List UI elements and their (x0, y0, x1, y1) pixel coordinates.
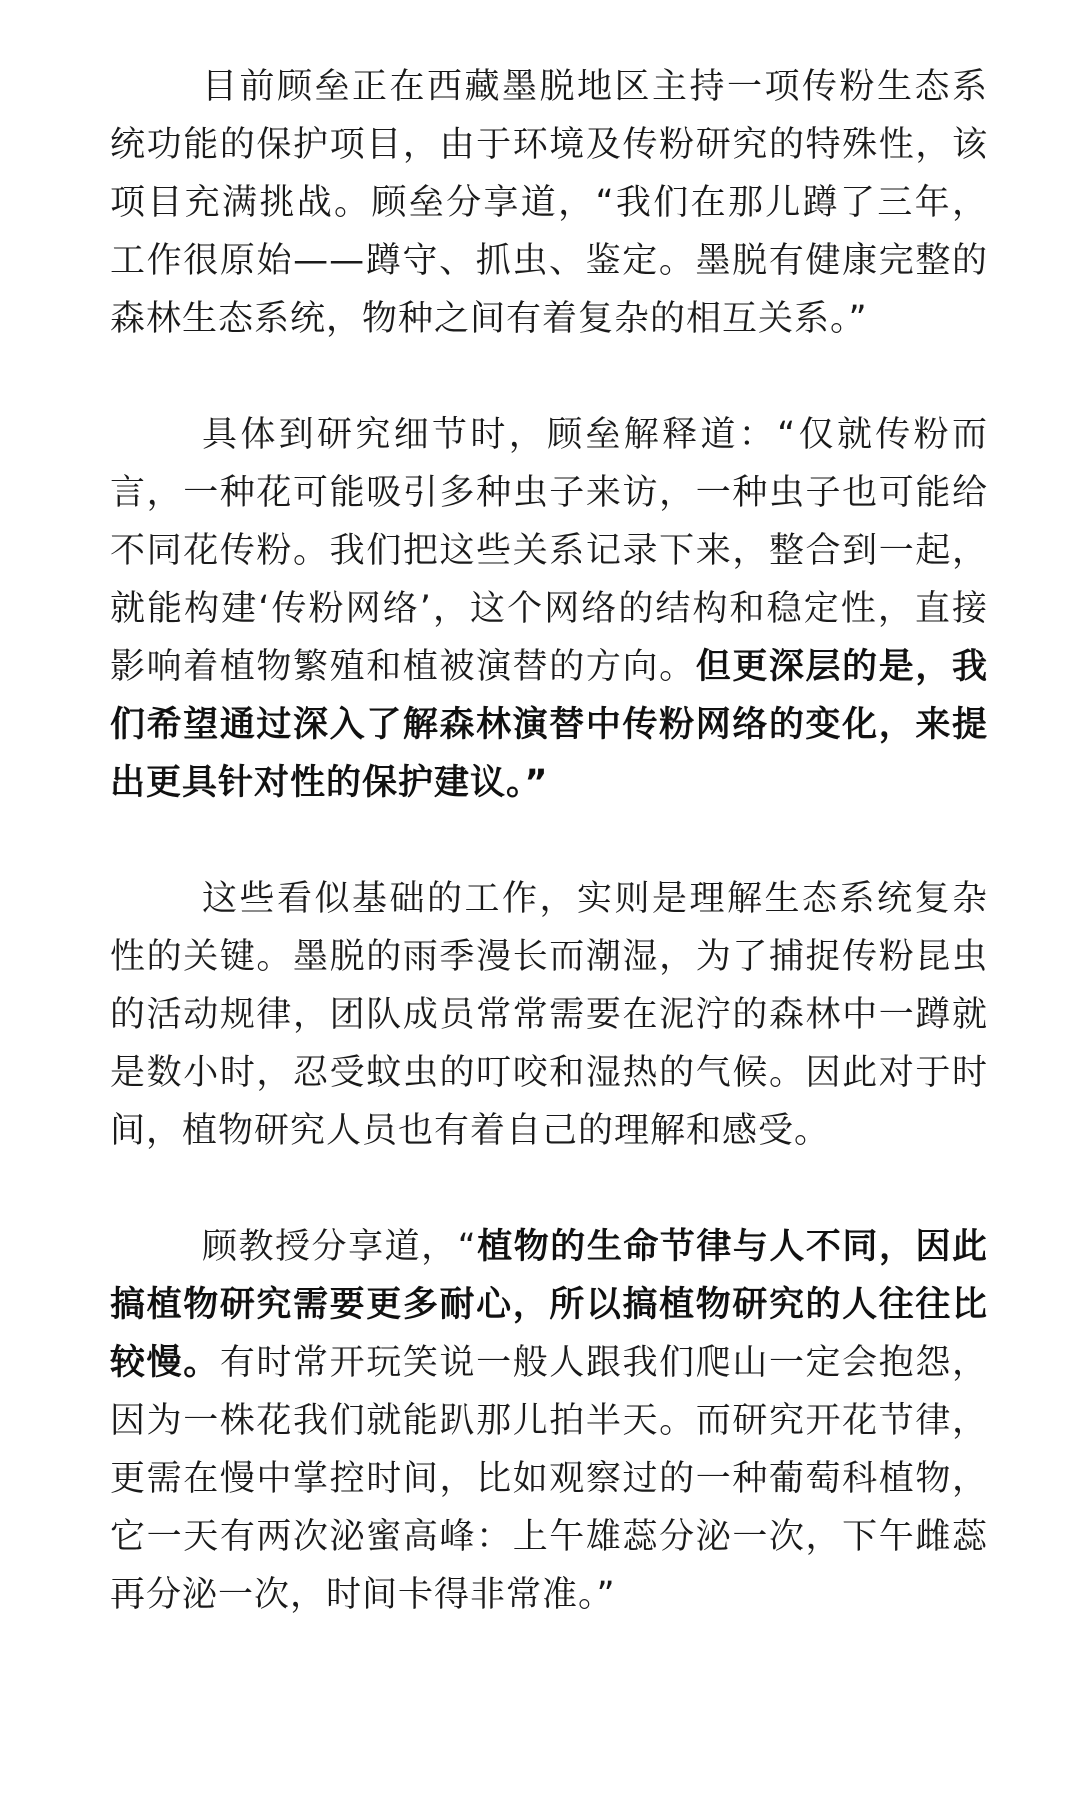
paragraph-text: 目前顾垒正在西藏墨脱地区主持一项传粉生态系统功能的保护项目，由于环境及传粉研究的特殊性，该项目充满挑战。顾垒分享道，“我们在那儿蹲了三年，工作很原始——蹲守、抓虫、鉴定。墨脱有健康完整的森林生态系统，物种之间有着复杂的相互关系。” (110, 67, 988, 339)
paragraph-text: 具体到研究细节时，顾垒解释道：“仅就传粉而言，一种花可能吸引多种虫子来访，一种虫子也可能给不同花传粉。我们把这些关系记录下来，整合到一起，就能构建‘传粉网络’，这个网络的结构和稳定性，直接影响着植物繁殖和植被演替的方向。 (110, 415, 988, 687)
paragraph-emphasis: 植物的生命节律与人不同，因此搞植物研究需要更多耐心，所以搞植物研究的人往往比较慢。 (110, 1227, 988, 1383)
article-body (110, 58, 988, 1682)
paragraph (110, 870, 988, 1160)
paragraph-emphasis: 但更深层的是，我们希望通过深入了解森林演替中传粉网络的变化，来提出更具针对性的保护建议。” (110, 647, 988, 803)
paragraph (110, 58, 988, 348)
paragraph-text: 有时常开玩笑说一般人跟我们爬山一定会抱怨，因为一株花我们就能趴那儿拍半天。而研究开花节律，更需在慢中掌控时间，比如观察过的一种葡萄科植物，它一天有两次泌蜜高峰：上午雄蕊分泌一次，下午雌蕊再分泌一次，时间卡得非常准。” (110, 1343, 988, 1615)
paragraph (110, 1218, 988, 1624)
paragraph-text: 这些看似基础的工作，实则是理解生态系统复杂性的关键。墨脱的雨季漫长而潮湿，为了捕捉传粉昆虫的活动规律，团队成员常常需要在泥泞的森林中一蹲就是数小时，忍受蚊虫的叮咬和湿热的气候。因此对于时间，植物研究人员也有着自己的理解和感受。 (110, 879, 988, 1151)
paragraph (110, 406, 988, 812)
paragraph-text: 顾教授分享道，“ (202, 1227, 477, 1267)
